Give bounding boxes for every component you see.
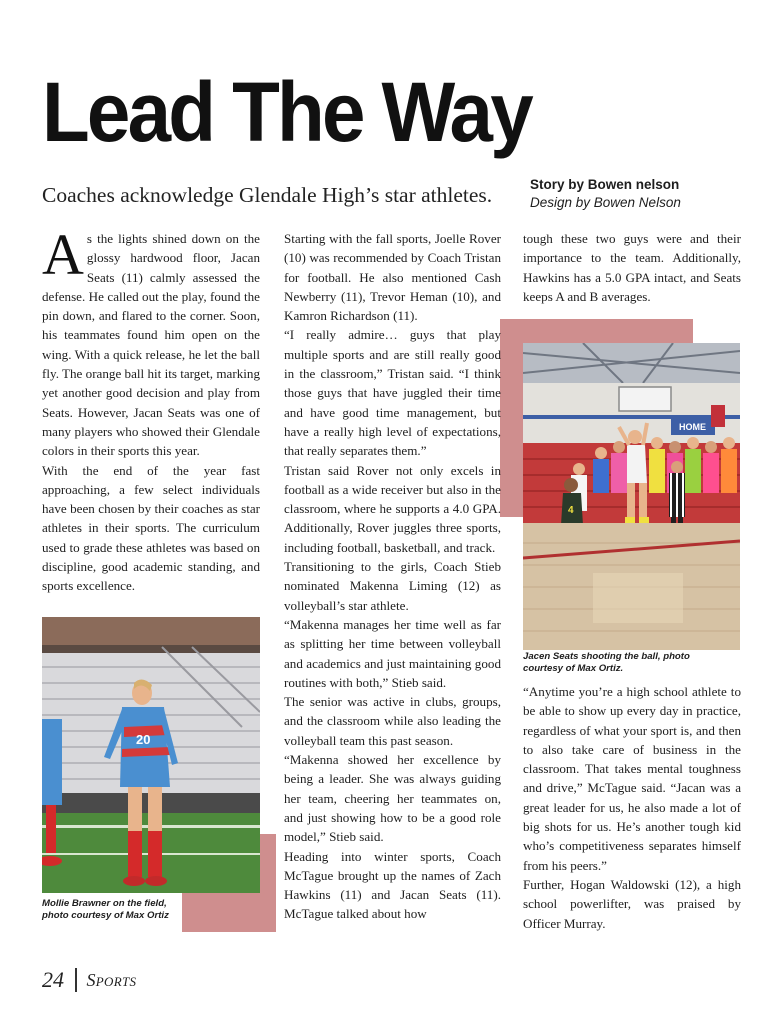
paragraph: Tristan said Rover not only excels in football as a wide receiver but also in the classroom, where he supports a 4.0 GPA. Additionally, Rover juggles three sports, including football, basketball, and track. — [284, 462, 501, 555]
paragraph: “Makenna showed her excellence by being a leader. She was always guiding her team, cheering her teammates on, and just showing how to be a good role model,” Stieb said. — [284, 752, 501, 845]
drop-cap: A — [42, 222, 84, 287]
byline — [530, 176, 770, 212]
paragraph: Starting with the fall sports, Joelle Rover (10) was recommended by Coach Tristan for football. He also mentioned Cash Newberry (11), Trevor Heman (10), and Kamron Richardson (11). — [284, 231, 501, 324]
subheadline: Coaches acknowledge Glendale High’s star athletes. — [42, 183, 493, 207]
article-column-2 — [284, 229, 501, 924]
wall-sign: HOME — [679, 422, 706, 432]
basketball-photo — [523, 343, 740, 650]
article-column-3-top — [523, 229, 741, 306]
paragraph: Transitioning to the girls, Coach Stieb nominated Makenna Liming (12) as volleyball’s star athlete. — [284, 559, 501, 613]
section-label: Sports — [86, 969, 137, 990]
article-column-3-bottom — [523, 682, 741, 933]
paragraph: Heading into winter sports, Coach McTague brought up the names of Zach Hawkins (11) and Jacan Seats (11). McTague talked about how — [284, 848, 501, 922]
soccer-jersey-number: 20 — [136, 732, 151, 747]
soccer-photo-caption: Mollie Brawner on the field, photo courtesy of Max Ortiz — [42, 898, 169, 921]
story-credit: Story by Bowen nelson — [530, 177, 680, 192]
paragraph: “Anytime you’re a high school athlete to be able to show up every day in practice, regardless of what your sport is, and then to also take care of business in the classroom. That takes mental toughness and drive,” McTague said. “Jacan was a great leader for us, he also made a lot of big shots for us. He’s another tough kid who’s competitiveness separates himself from his peers.” — [523, 684, 741, 873]
paragraph: Further, Hogan Waldowski (12), a high school powerlifter, was praised by Officer Murray. — [523, 876, 741, 931]
paragraph-text: s the lights shined down on the glossy hardwood floor, Jacan Seats (11) calmly assessed the defense. He called out the play, found the pin down, and flared to the corner. Soon, his teammates found him open on the wing. With a quick release, he let the ball fly. The orange ball hit its target, marking yet another good decision and play from Seats. However, Jacan Seats was one of many players who showed their Glendale colors in their sports this year. — [42, 231, 260, 459]
design-credit: Design by Bowen Nelson — [530, 195, 681, 210]
soccer-photo — [42, 617, 260, 893]
paragraph: “Makenna manages her time well as far as splitting her time between volleyball and academics and just maintaining good routines with both,” Stieb said. — [284, 616, 501, 690]
headline: Lead The Way — [42, 65, 531, 159]
article-column-1 — [42, 222, 260, 596]
paragraph: “I really admire… guys that play multiple sports and are still really good in the classroom,” Tristan said. “I think those guys that have juggled their time and have good time management, but have a really high level of expectations, that really separates them.” — [284, 327, 501, 459]
basketball-jersey-number: 4 — [568, 505, 574, 516]
page-number: 24 — [42, 967, 64, 992]
paragraph: tough these two guys were and their importance to the team. Additionally, Hawkins has a 5.0 GPA intact, and Seats keeps A and B averages. — [523, 231, 741, 304]
paragraph — [42, 222, 260, 461]
paragraph: With the end of the year fast approaching, a few select individuals have been chosen by their coaches as star athletes in their sports. The curriculum used to grade these athletes was based on discipline, good academic standing, and sports excellence. — [42, 462, 260, 594]
page-footer — [42, 966, 136, 994]
basketball-photo-caption: Jacen Seats shooting the ball, photo courtesy of Max Ortiz. — [523, 651, 690, 674]
footer-divider — [75, 968, 77, 992]
paragraph: The senior was active in clubs, groups, and the classroom while also leading the volleyball team this past season. — [284, 694, 501, 748]
